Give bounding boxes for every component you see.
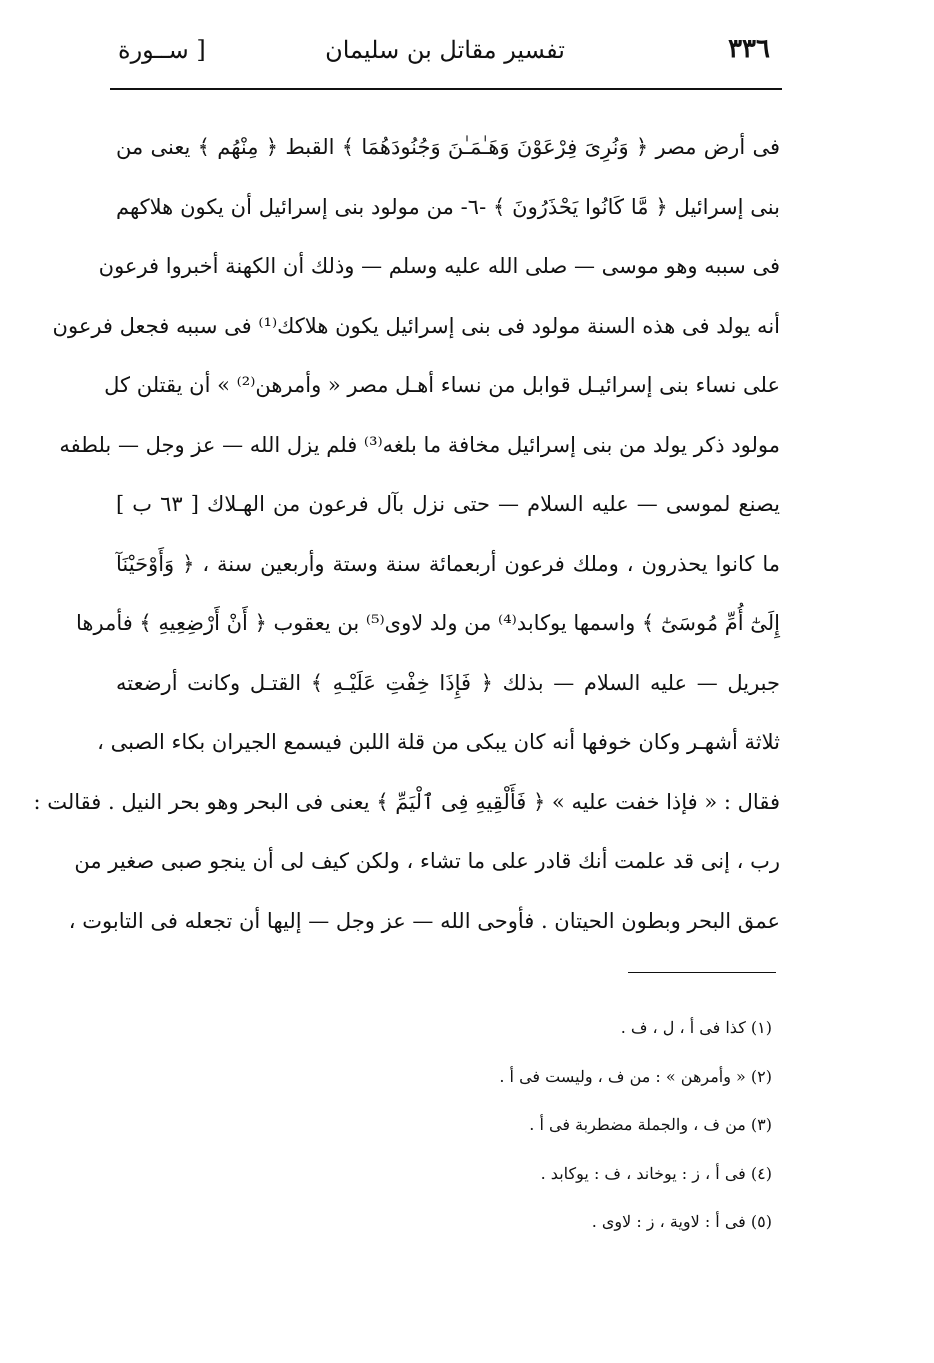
footnote-item: (١) كذا فى أ ، ل ، ف . — [620, 1018, 772, 1037]
text-line: ما كانوا يحذرون ، وملك فرعون أربعمائة سنة وستة وأربعين سنة ، ﴿ وَأَوْحَيْنَآ — [116, 551, 780, 576]
text-line: على نساء بنى إسرائيـل قوابل من نساء أهـل مصر « وأمرهن⁽²⁾ » أن يقتلن كل — [104, 373, 780, 397]
text-line: ثلاثة أشهـر وكان خوفها أنه كان يبكى من قلة اللبن فيسمع الجيران بكاء الصبى ، — [97, 730, 780, 754]
book-title: تفسير مقاتل بن سليمان — [325, 36, 565, 64]
header-divider — [110, 88, 782, 90]
text-line: بنى إسرائيل ﴿ مَّا كَانُوا يَحْذَرُونَ ﴾ -٦- من مولود بنى إسرائيل أن يكون هلاكهم — [116, 194, 780, 219]
text-line: عمق البحر وبطون الحيتان . فأوحى الله — عز وجل — إليها أن تجعله فى التابوت ، — [68, 908, 780, 933]
text-line: إِلَىٰٓ أُمِّ مُوسَىٰٓ ﴾ واسمها يوكابد⁽⁴⁾ من ولد لاوى⁽⁵⁾ بن يعقوب ﴿ أَنْ أَرْضِعِيهِ ﴾ فأمرها — [76, 611, 780, 635]
page-number: ٣٣٦ — [728, 34, 770, 64]
text-line: يصنع لموسى — عليه السلام — حتى نزل بآل فرعون من الهـلاك [ ٦٣ ب ] — [116, 492, 780, 516]
text-line: فى أرض مصر ﴿ وَنُرِىَ فِرْعَوْنَ وَهَـٰمَـٰنَ وَجُنُودَهُمَا ﴾ القبط ﴿ مِنْهُم ﴾ يعنى من — [116, 135, 780, 159]
text-line: أنه يولد فى هذه السنة مولود فى بنى إسرائيل يكون هلاكك⁽¹⁾ فى سببه فجعل فرعون — [52, 313, 780, 338]
footnotes — [300, 1004, 772, 1247]
footnote-item: (٥) فى أ : لاوية ، ز : لاوى . — [591, 1212, 772, 1231]
surah-label: [ ســورة — [118, 36, 206, 64]
text-line: رب ، إنى قد علمت أنك قادر على ما تشاء ، ولكن كيف لى أن ينجو صبى صغير من — [74, 849, 780, 873]
main-text — [33, 118, 780, 951]
page-header — [110, 28, 780, 84]
footnote-divider — [628, 972, 776, 973]
footnote-item: (٣) من ف ، والجملة مضطربة فى أ . — [529, 1115, 772, 1134]
footnote-item: (٢) « وأمرهن » : من ف ، وليست فى أ . — [499, 1066, 772, 1086]
footnote-item: (٤) فى أ ، ز : يوخاند ، ف : يوكابد . — [540, 1163, 772, 1183]
text-line: فى سببه وهو موسى — صلى الله عليه وسلم — وذلك أن الكهنة أخبروا فرعون — [98, 254, 780, 278]
text-line: مولود ذكر يولد من بنى إسرائيل مخافة ما بلغه⁽³⁾ فلم يزل الله — عز وجل — بلطفه — [59, 432, 780, 457]
text-line: فقال : « فإذا خفت عليه » ﴿ فَأَلْقِيهِ فِى ٱلْيَمِّ ﴾ يعنى فى البحر وهو بحر النيل . فقالت : — [33, 789, 780, 814]
text-line: جبريل — عليه السلام — بذلك ﴿ فَإِذَا خِفْتِ عَلَيْـهِ ﴾ القتـل وكانت أرضعته — [116, 670, 780, 695]
